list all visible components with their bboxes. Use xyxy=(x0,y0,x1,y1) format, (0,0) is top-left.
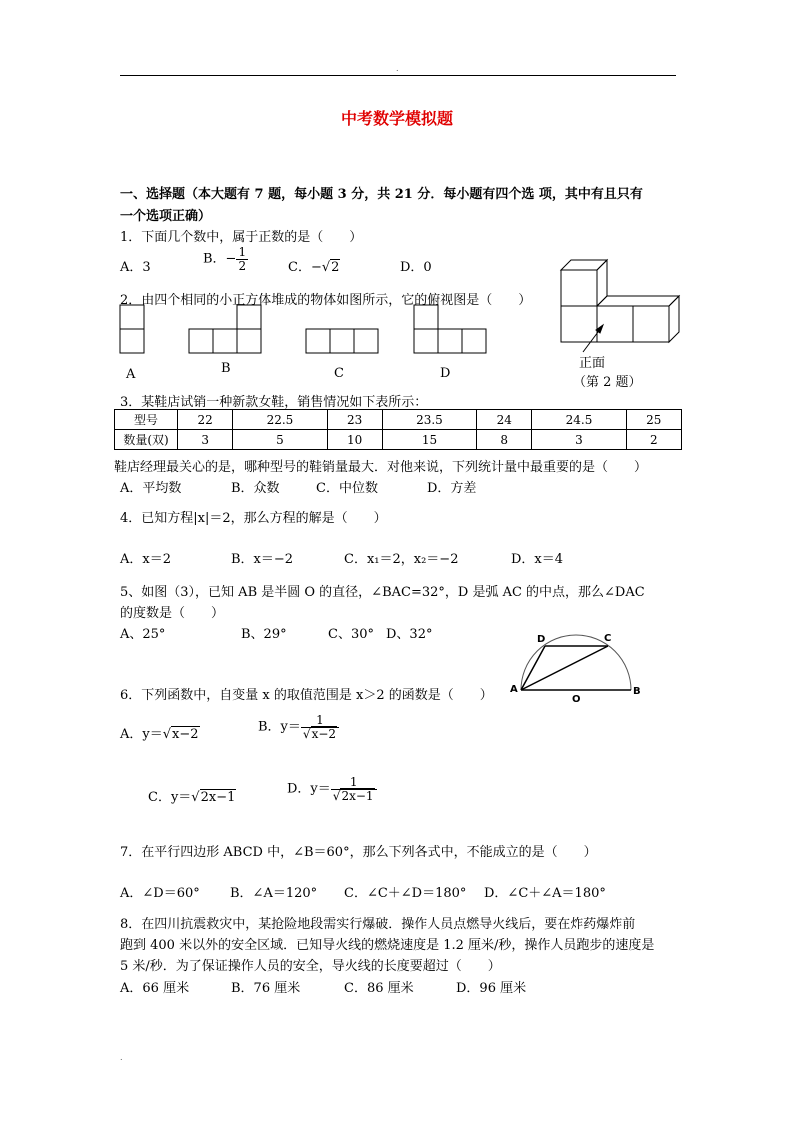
q4-stem: 4．已知方程|x|＝2，那么方程的解是（ ） xyxy=(120,511,387,526)
table-cell: 3 xyxy=(178,430,233,450)
q2-label-c: C xyxy=(334,366,344,381)
q3-option-c: C．中位数 xyxy=(316,481,378,496)
section-heading-line1: 一、选择题（本大题有 7 题，每小题 3 分，共 21 分．每小题有四个选 项，其中有且只有 xyxy=(120,187,643,202)
q5-label-c: C xyxy=(604,633,612,644)
table-cell: 15 xyxy=(382,430,476,450)
fraction: $\frac{1}{√2x-1}$ xyxy=(331,776,377,802)
table-cell: 3 xyxy=(532,430,626,450)
q6-option-d: D．y＝ $\frac{1}{√2x-1}$ xyxy=(287,776,377,802)
q2-stem: 2．由四个相同的小正方体堆成的物体如图所示，它的俯视图是（ ） xyxy=(120,293,532,308)
q5-label-o: O xyxy=(572,694,581,705)
q8-line1: 8．在四川抗震救灾中，某抢险地段需实行爆破．操作人员点燃导火线后，要在炸药爆炸前 xyxy=(120,917,636,932)
q2-label-d: D xyxy=(440,366,451,381)
q3-option-b: B．众数 xyxy=(231,481,280,496)
q8-option-a: A．66 厘米 xyxy=(120,981,190,996)
q4-option-b: B．x＝−2 xyxy=(231,552,294,567)
table-header-cell: 数量(双) xyxy=(115,430,178,450)
q3-stem: 3．某鞋店试销一种新款女鞋，销售情况如下表所示： xyxy=(120,395,428,410)
q5-option-c: C、30° xyxy=(328,627,374,642)
q2-figure-caption: （第 2 题） xyxy=(573,375,642,390)
q7-option-c: C．∠C＋∠D＝180° xyxy=(344,886,467,901)
table-cell: 23 xyxy=(327,410,382,430)
q7-option-b: B．∠A＝120° xyxy=(230,886,318,901)
q5-stem-line2: 的度数是（ ） xyxy=(120,606,225,621)
table-cell: 25 xyxy=(626,410,681,430)
q3-option-d: D．方差 xyxy=(427,481,477,496)
table-cell: 2 xyxy=(626,430,681,450)
footer-dot: . xyxy=(120,1053,123,1062)
q5-label-b: B xyxy=(633,686,641,697)
q5-option-a: A、25° xyxy=(120,627,166,642)
q6-option-c: C．y＝√2x−1 xyxy=(148,790,236,805)
q4-option-c: C．x₁＝2，x₂＝−2 xyxy=(344,552,459,567)
q6-stem: 6．下列函数中，自变量 x 的取值范围是 x＞2 的函数是（ ） xyxy=(120,688,493,703)
q6-option-b: B．y＝ $\frac{1}{√x-2}$ xyxy=(258,714,339,740)
q1-stem: 1．下面几个数中，属于正数的是（ ） xyxy=(120,230,363,245)
table-cell: 22 xyxy=(178,410,233,430)
q5-option-d: D、32° xyxy=(386,627,433,642)
q5-label-a: A xyxy=(510,684,518,695)
table-cell: 8 xyxy=(477,430,532,450)
q2-label-a: A xyxy=(126,367,136,382)
q7-stem: 7．在平行四边形 ABCD 中，∠B＝60°，那么下列各式中，不能成立的是（ ） xyxy=(120,845,597,860)
q5-option-b: B、29° xyxy=(241,627,287,642)
q5-stem-line1: 5、如图（3），已知 AB 是半圆 O 的直径，∠BAC=32°，D 是弧 AC 的中点，那么∠DAC xyxy=(120,585,645,600)
table-cell: 24 xyxy=(477,410,532,430)
q2-front-label: 正面 xyxy=(579,356,606,371)
table-header-cell: 型号 xyxy=(115,410,178,430)
q2-label-b: B xyxy=(221,361,231,376)
q1-option-a: A．3 xyxy=(120,260,151,275)
q1-option-c: C．−√2 xyxy=(288,260,340,275)
table-cell: 10 xyxy=(327,430,382,450)
table-cell: 22.5 xyxy=(233,410,327,430)
q5-label-d: D xyxy=(537,634,546,645)
table-cell: 5 xyxy=(233,430,327,450)
q1-option-b: B．− $\frac{1}{2}$ xyxy=(203,245,247,273)
q7-option-d: D．∠C＋∠A＝180° xyxy=(484,886,606,901)
section-heading-line2: 一个选项正确） xyxy=(120,209,212,224)
q7-option-a: A．∠D＝60° xyxy=(120,886,200,901)
table-cell: 23.5 xyxy=(382,410,476,430)
q8-option-b: B．76 厘米 xyxy=(231,981,301,996)
q6-option-a: A．y＝√x−2 xyxy=(120,727,199,742)
page-title: 中考数学模拟题 xyxy=(340,109,453,128)
table-cell: 24.5 xyxy=(532,410,626,430)
q8-line2: 跑到 400 米以外的安全区域．已知导火线的燃烧速度是 1.2 厘米/秒，操作人员跑步的速度是 xyxy=(120,938,655,953)
q3-option-a: A．平均数 xyxy=(120,481,182,496)
q1-option-d: D．0 xyxy=(400,260,432,275)
q8-option-c: C．86 厘米 xyxy=(344,981,414,996)
q8-line3: 5 米/秒．为了保证操作人员的安全，导火线的长度要超过（ ） xyxy=(120,959,501,974)
q4-option-d: D．x＝4 xyxy=(511,552,564,567)
fraction: $\frac{1}{2}$ xyxy=(238,245,247,273)
q3-followup: 鞋店经理最关心的是，哪种型号的鞋销量最大．对他来说，下列统计量中最重要的是（ ） xyxy=(114,460,648,475)
header-dot: . xyxy=(396,64,399,73)
fraction: $\frac{1}{√x-2}$ xyxy=(301,714,339,740)
q8-option-d: D．96 厘米 xyxy=(456,981,527,996)
q4-option-a: A．x＝2 xyxy=(120,552,171,567)
